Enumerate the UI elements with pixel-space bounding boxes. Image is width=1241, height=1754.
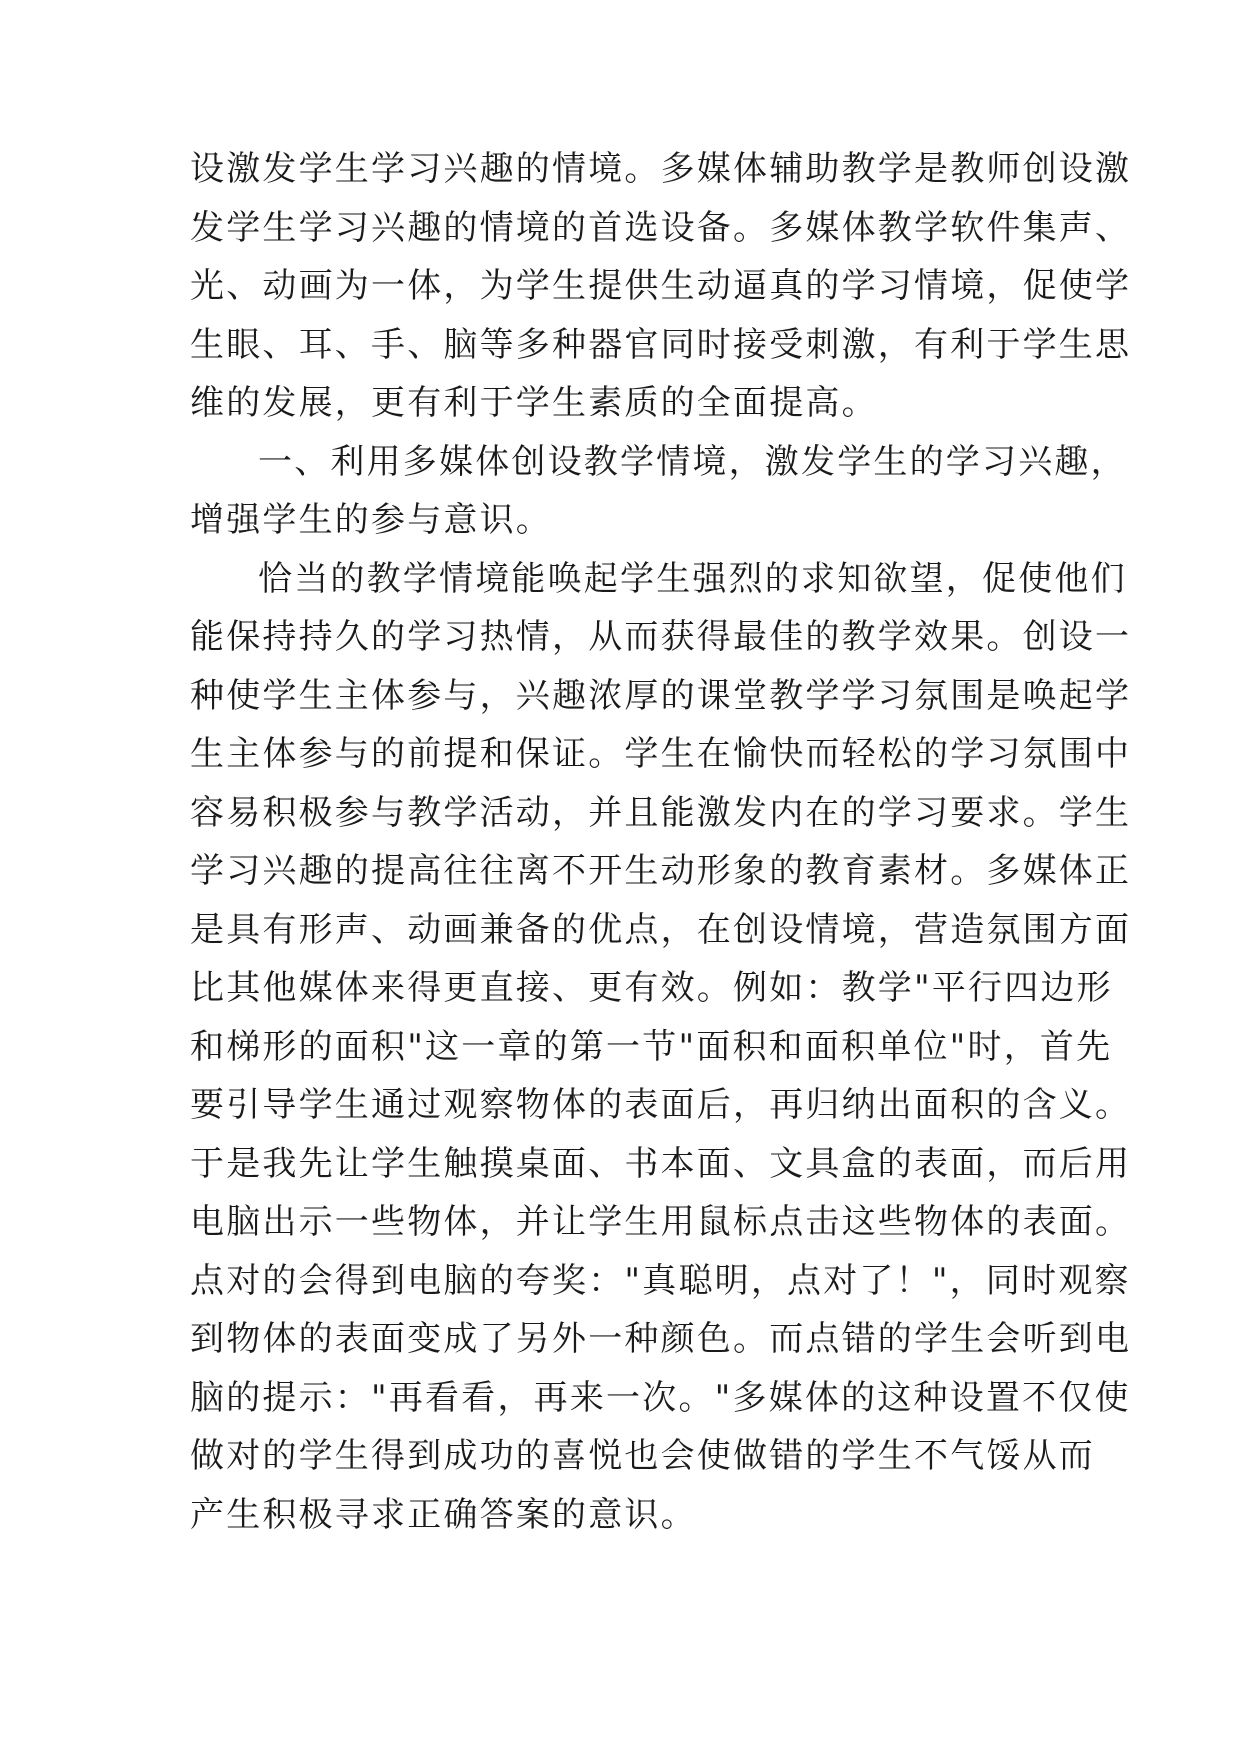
text-line: 产生积极寻求正确答案的意识。 [190,1494,697,1535]
text-line: 设激发学生学习兴趣的情境。多媒体辅助教学是教师创设激 [190,149,1132,189]
text-line: 于是我先让学生触摸桌面、书本面、文具盒的表面，而后用 [190,1143,1132,1184]
text-line: 到物体的表面变成了另外一种颜色。而点错的学生会听到电 [190,1319,1132,1359]
text-line: 学习兴趣的提高往往离不开生动形象的教育素材。多媒体正 [190,851,1132,891]
text-line: 生眼、耳、手、脑等多种器官同时接受刺激，有利于学生思 [190,324,1132,365]
text-line: 是具有形声、动画兼备的优点，在创设情境，营造氛围方面 [190,909,1132,950]
text-line: 电脑出示一些物体，并让学生用鼠标点击这些物体的表面。 [190,1202,1132,1242]
text-line: 和梯形的面积"这一章的第一节"面积和面积单位"时，首先 [190,1026,1113,1067]
text-line: 点对的会得到电脑的夸奖："真聪明，点对了！"，同时观察 [190,1260,1131,1301]
text-line: 做对的学生得到成功的喜悦也会使做错的学生不气馁从而 [190,1436,1095,1476]
text-line: 维的发展，更有利于学生素质的全面提高。 [190,383,878,423]
body-text [190,140,1132,1544]
text-line: 要引导学生通过观察物体的表面后，再归纳出面积的含义。 [190,1085,1132,1125]
text-line: 脑的提示："再看看，再来一次。"多媒体的这种设置不仅使 [190,1377,1131,1418]
text-line: 种使学生主体参与，兴趣浓厚的课堂教学学习氛围是唤起学 [190,675,1132,716]
section-heading-line: 一、利用多媒体创设教学情境，激发学生的学习兴趣， [258,441,1127,482]
text-line: 生主体参与的前提和保证。学生在愉快而轻松的学习氛围中 [190,734,1132,774]
text-line: 光、动画为一体，为学生提供生动逼真的学习情境，促使学 [190,266,1132,306]
text-line: 能保持持久的学习热情，从而获得最佳的教学效果。创设一 [190,617,1132,657]
text-line: 发学生学习兴趣的情境的首选设备。多媒体教学软件集声、 [190,207,1132,248]
text-line: 容易积极参与教学活动，并且能激发内在的学习要求。学生 [190,792,1132,833]
text-line: 比其他媒体来得更直接、更有效。例如：教学"平行四边形 [190,968,1113,1008]
section-heading-line: 增强学生的参与意识。 [190,500,552,540]
text-line: 恰当的教学情境能唤起学生强烈的求知欲望，促使他们 [258,558,1127,599]
